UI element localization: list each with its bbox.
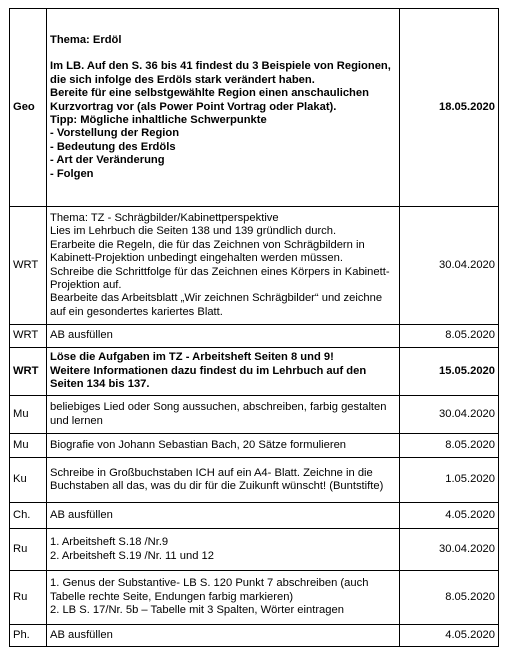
task-line: die sich infolge des Erdöls stark verändert haben.: [50, 73, 315, 86]
task-line: Erarbeite die Regeln, die für das Zeichnen von Schrägbildern in: [50, 238, 365, 251]
task-line: Tipp: Mögliche inhaltliche Schwerpunkte: [50, 114, 267, 126]
task-line: AB ausfüllen: [50, 628, 113, 641]
task-line: - Vorstellung der Region: [50, 127, 180, 140]
task-line: Projektion auf.: [50, 278, 122, 291]
task-line: auf ein gesondertes kariertes Blatt.: [50, 305, 223, 318]
task-line: - Bedeutung des Erdöls: [50, 140, 176, 153]
task-cell: [47, 503, 400, 529]
task-line: und lernen: [50, 414, 103, 427]
subject-cell: Ru: [10, 529, 47, 571]
task-line: Kurzvortrag vor (als Power Point Vortrag oder Plakat).: [50, 100, 337, 113]
task-line: Im LB. Auf den S. 36 bis 41 findest du 3 Beispiele von Regionen,: [50, 60, 391, 73]
due-date-cell: 4.05.2020: [400, 625, 499, 647]
task-cell: [47, 434, 400, 458]
subject-cell: Mu: [10, 434, 47, 458]
task-line: - Folgen: [50, 167, 94, 180]
task-cell: [47, 325, 400, 348]
table-row: [10, 503, 499, 529]
due-date-cell: 18.05.2020: [400, 9, 499, 207]
task-line: beliebiges Lied oder Song aussuchen, abschreiben, farbig gestalten: [50, 401, 387, 414]
task-line: 1. Genus der Substantive- LB S. 120 Punkt 7 abschreiben (auch: [50, 577, 369, 590]
task-cell: [47, 207, 400, 325]
task-line: Lies im Lehrbuch die Seiten 138 und 139 gründlich durch.: [50, 225, 337, 238]
subject-cell: WRT: [10, 325, 47, 348]
due-date-cell: 8.05.2020: [400, 434, 499, 458]
due-date-cell: 4.05.2020: [400, 503, 499, 529]
table-row: [10, 207, 499, 325]
task-cell: [47, 458, 400, 503]
task-line: Schreibe die Schrittfolge für das Zeichnen eines Körpers in Kabinett-: [50, 265, 390, 278]
task-cell: [47, 571, 400, 625]
table-row: [10, 458, 499, 503]
task-line: - Art der Veränderung: [50, 154, 165, 167]
task-line: Buchstaben all das, was du dir für die Zuikunft wünscht! (Buntstifte): [50, 480, 384, 492]
task-line: Weitere Informationen dazu findest du im Lehrbuch auf den: [50, 364, 367, 377]
table-row: [10, 434, 499, 458]
table-row: [10, 396, 499, 434]
due-date-cell: 30.04.2020: [400, 396, 499, 434]
task-line: Tabelle rechte Seite, Endungen farbig markieren): [50, 590, 294, 603]
task-line: Bearbeite das Arbeitsblatt „Wir zeichnen Schrägbilder“ und zeichne: [50, 292, 383, 305]
task-line: AB ausfüllen: [50, 329, 113, 342]
task-line: Thema: TZ - Schrägbilder/Kabinettperspektive: [50, 211, 279, 224]
task-line: 2. Arbeitsheft S.19 /Nr. 11 und 12: [50, 549, 214, 562]
subject-cell: WRT: [10, 207, 47, 325]
task-line: Seiten 134 bis 137.: [50, 378, 150, 391]
subject-cell: Ku: [10, 458, 47, 503]
due-date-cell: 1.05.2020: [400, 458, 499, 503]
subject-cell: Ch.: [10, 503, 47, 529]
task-line: AB ausfüllen: [50, 508, 113, 521]
table-row: [10, 325, 499, 348]
table-row: [10, 529, 499, 571]
subject-cell: Ph.: [10, 625, 47, 647]
due-date-cell: 15.05.2020: [400, 348, 499, 396]
assignment-table: [9, 8, 499, 647]
task-line: 1. Arbeitsheft S.18 /Nr.9: [50, 536, 169, 549]
subject-cell: Mu: [10, 396, 47, 434]
table-row: [10, 348, 499, 396]
due-date-cell: 8.05.2020: [400, 325, 499, 348]
task-cell: [47, 396, 400, 434]
table-row: [10, 625, 499, 647]
task-line: Bereite für eine selbstgewählte Region einen anschaulichen: [50, 87, 369, 100]
task-cell: [47, 625, 400, 647]
task-cell: [47, 348, 400, 396]
table-row: [10, 571, 499, 625]
due-date-cell: 8.05.2020: [400, 571, 499, 625]
task-line: Löse die Aufgaben im TZ - Arbeitsheft Seiten 8 und 9!: [50, 351, 334, 364]
task-line: [50, 47, 396, 60]
table-row: [10, 9, 499, 207]
task-line: 2. LB S. 17/Nr. 5b – Tabelle mit 3 Spalten, Wörter eintragen: [50, 604, 344, 617]
subject-cell: Ru: [10, 571, 47, 625]
due-date-cell: 30.04.2020: [400, 529, 499, 571]
task-cell: [47, 9, 400, 207]
subject-cell: Geo: [10, 9, 47, 207]
due-date-cell: 30.04.2020: [400, 207, 499, 325]
task-line: Schreibe in Großbuchstaben ICH auf ein A4- Blatt. Zeichne in die: [50, 466, 373, 479]
task-line: Kabinett-Projektion unbedingt eingehalten werden müssen.: [50, 252, 343, 265]
task-line: Biografie von Johann Sebastian Bach, 20 Sätze formulieren: [50, 438, 347, 451]
assignment-rows: [10, 9, 499, 647]
subject-cell: WRT: [10, 348, 47, 396]
task-cell: [47, 529, 400, 571]
task-line: Thema: Erdöl: [50, 33, 122, 46]
